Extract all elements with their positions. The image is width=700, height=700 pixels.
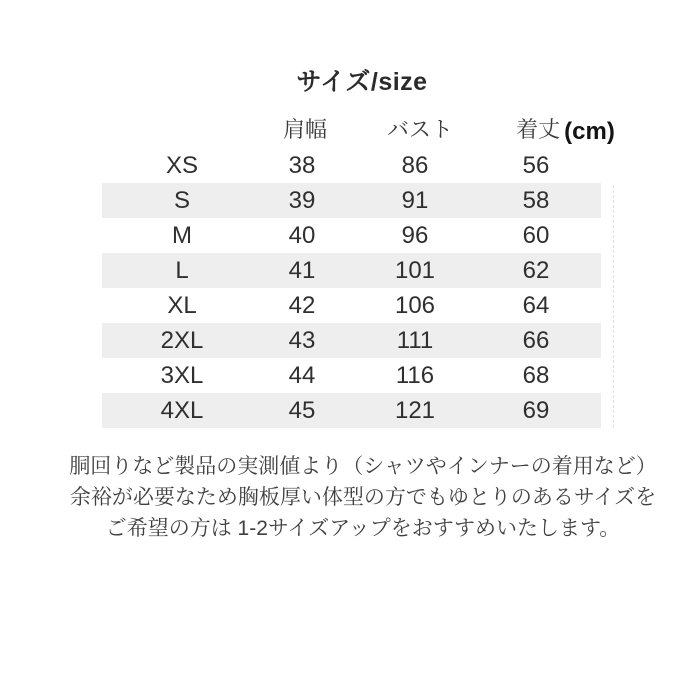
table-row	[102, 218, 601, 253]
table-edge-line	[613, 185, 614, 428]
shoulder-value: 40	[288, 222, 316, 249]
table-row	[102, 323, 601, 358]
page-title: サイズ/size	[296, 68, 428, 96]
col-header-length	[468, 112, 663, 148]
col-header-bust: バスト	[386, 117, 453, 142]
bust-value: 106	[394, 292, 436, 319]
length-value: 66	[522, 327, 550, 354]
bust-value: 116	[395, 362, 435, 389]
size-label: XS	[165, 152, 198, 179]
table-row	[102, 253, 601, 288]
table-row	[102, 288, 601, 323]
shoulder-value: 38	[288, 152, 316, 179]
table-header-row	[0, 112, 700, 148]
bust-value: 101	[394, 257, 436, 284]
shoulder-value: 41	[288, 257, 316, 284]
length-value: 68	[522, 362, 550, 389]
size-label: XL	[167, 292, 197, 319]
table-row	[102, 393, 601, 428]
bust-value: 86	[401, 152, 429, 179]
shoulder-value: 45	[288, 397, 316, 424]
shoulder-value: 42	[288, 292, 316, 319]
size-label: M	[172, 222, 192, 249]
note-line-3: ご希望の方は 1-2サイズアップをおすすめいたします。	[105, 517, 621, 540]
table-row	[102, 148, 601, 183]
col-header-length-label: 着丈	[516, 117, 561, 142]
bust-value: 121	[394, 397, 436, 424]
unit-label: (cm)	[564, 118, 615, 145]
table-row	[102, 183, 601, 218]
note-text	[25, 451, 700, 544]
length-value: 69	[522, 397, 550, 424]
bust-value: 91	[401, 187, 429, 214]
size-label: 2XL	[160, 327, 204, 354]
length-value: 62	[522, 257, 550, 284]
size-label: 4XL	[160, 397, 204, 424]
bust-value: 96	[401, 222, 429, 249]
note-line-1: 胴回りなど製品の実測値より（シャツやインナーの着用など）	[69, 455, 657, 478]
note-line-2: 余裕が必要なため胸板厚い体型の方でもゆとりのあるサイズを	[69, 486, 657, 509]
bust-value: 111	[396, 327, 434, 354]
size-label: L	[175, 257, 189, 284]
length-value: 58	[522, 187, 550, 214]
size-label: 3XL	[160, 362, 204, 389]
length-value: 60	[522, 222, 550, 249]
length-value: 56	[522, 152, 550, 179]
size-label: S	[173, 187, 190, 214]
col-header-shoulder: 肩幅	[282, 117, 327, 142]
length-value: 64	[522, 292, 550, 319]
shoulder-value: 39	[288, 187, 316, 214]
shoulder-value: 43	[288, 327, 316, 354]
shoulder-value: 44	[288, 362, 316, 389]
table-row	[102, 358, 601, 393]
